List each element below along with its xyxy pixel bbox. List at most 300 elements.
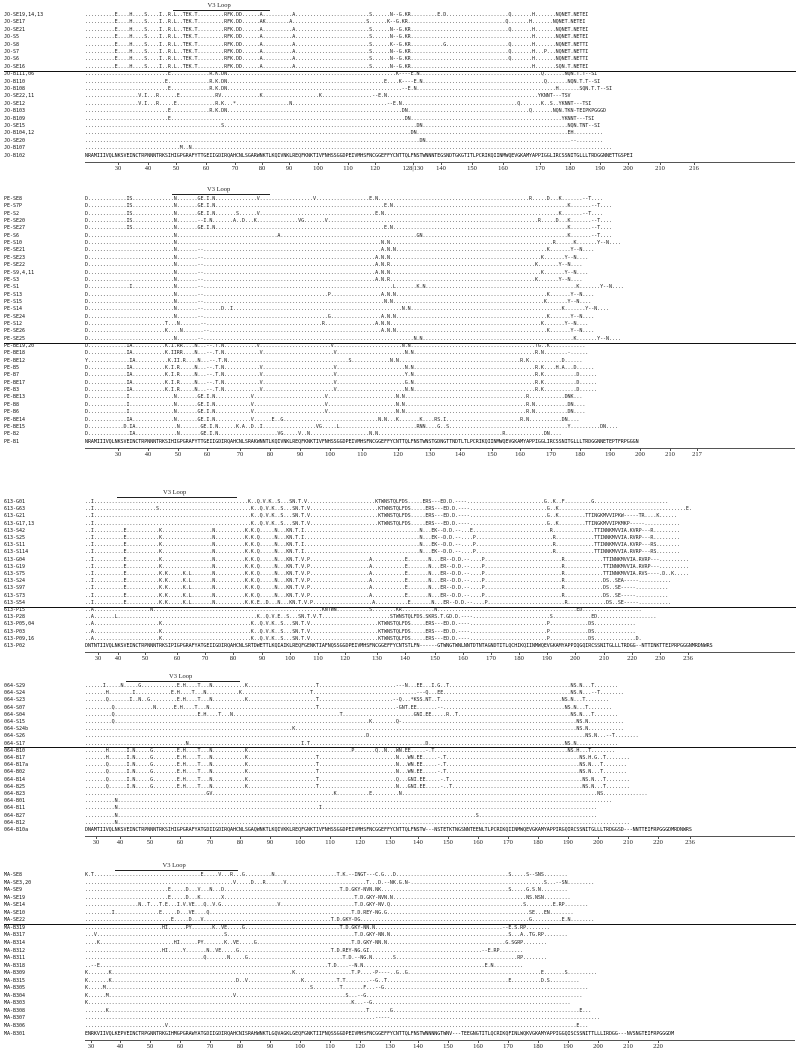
- sequence-label: PE-B5: [4, 365, 20, 372]
- aligned-sequence: K......M..........................................V.....................................S...--G.........................................................................: [85, 992, 583, 999]
- axis-tick-label: 190: [595, 165, 605, 172]
- axis-tick-label: 236: [683, 655, 693, 663]
- aligned-sequence: D.............I...............N.......GE.I.N............V........................V.......................N.N.........................................R.N...........DN....: [85, 401, 586, 408]
- aligned-sequence: K.......K..........................................D..V..................K...........T.T........--G..T.........................................E..........D.S..........: [85, 977, 580, 984]
- sequence-label: 064-S17: [4, 740, 26, 747]
- position-axis: [85, 836, 795, 838]
- sequence-label: 064-B10a: [4, 827, 29, 833]
- aligned-sequence: ........................................Q.......N.....G................................T.D.--NG.N.......S.........................................RP........: [85, 955, 547, 962]
- axis-tick-label: 200: [623, 165, 633, 172]
- sequence-label: PE-BE13: [4, 394, 26, 401]
- aligned-sequence: ..................V.I...R......E............RV.............K...................K.................--E.N...................................................YKNNT---TSV: [85, 93, 571, 100]
- sequence-label: PE-SE26: [4, 328, 26, 335]
- axis-tick-label: 160: [473, 839, 483, 847]
- sequence-label: 613-P02: [4, 643, 26, 649]
- axis-tick-label: 200: [635, 450, 645, 458]
- sequence-label: PE-SE25: [4, 335, 26, 342]
- sequence-label: 064-S26: [4, 733, 26, 740]
- aligned-sequence: ..I..........E...........K.................N..........K.K.Q.....N...KN.T.I.......................................N...EK--D.D.--....P..........................R.............TTINNKMVVIA.KVRP---RS........: [85, 542, 681, 549]
- axis-tick-label: 180: [575, 450, 585, 458]
- axis-tick-label: 170: [535, 165, 545, 172]
- v3-loop-bar: [117, 497, 237, 498]
- consensus-sequence: DNAMTIIVQLNKSVEINCTRPNNNTRKSIHIGPGRAFYATGDIIGDIRQAHCNLSGAQWNKTLKQIVKKLREQFGNKTIVFNHSSGGDPEIVMHSFNCGGEFFYCNTTQLFNSTW---NSTETKTNGSNNTEENLTLPCRIKQIINMWQEVGKAMYAPPIRGQIRCSSNITGLLLTRDGGSD---NNTTEIFRPGGGDMRDNWRS: [85, 827, 692, 833]
- axis-tick-label: 190: [563, 1043, 573, 1051]
- axis-tick-label: 50: [146, 1043, 154, 1051]
- aligned-sequence: ..................V.I...R.....E.............R.K...*..................N................................--E.N.......................................Q.......K..S..YKNNT---TSI: [85, 100, 592, 107]
- aligned-sequence: ..........E....H....S....I..R.L..TEK.T.........RFK.DD......A..........A.........................S......N--G.KR.................................Q.......H.......NQNET.NETEI: [85, 26, 589, 33]
- sequence-label: PE-BE19,20: [4, 343, 35, 349]
- aligned-sequence: .........Q.............N......E.H....T...N....................................T..........................-GNT.EE.......--.........................................NS.N...T........: [85, 704, 612, 711]
- sequence-label: MA-SE22: [4, 917, 26, 924]
- v3-loop-bar: [115, 870, 238, 871]
- axis-tick-label: 216: [689, 165, 699, 172]
- aligned-sequence: ..I..........E...........K.................N..........K.K.Q.....N...KN.T.I.......................................N...EK--D.D.--....P..........................R.............TTINNKMVVIA.RVRP---RS........: [85, 549, 681, 556]
- aligned-sequence: D.............IS..............N.......GE.I.N.......S......V.......................................E.N...........................................................K.......--T....: [85, 210, 604, 217]
- sequence-label: PE-S7P: [4, 203, 23, 210]
- axis-tick-label: 220: [653, 839, 663, 847]
- axis-tick-label: 50: [174, 450, 182, 458]
- axis-tick-label: 60: [202, 165, 210, 172]
- aligned-sequence: D.............IA...........K.I.R.....N...--.T.N............V........................V.......................Y.N.........................................R.K...........D......: [85, 372, 598, 379]
- sequence-label: 613-P28: [4, 614, 26, 621]
- sequence-label: PE-B1: [4, 438, 20, 445]
- axis-tick-label: 130: [425, 450, 435, 458]
- v3-loop-label: V3 Loop: [207, 2, 231, 9]
- sequence-label: JO-B103: [4, 108, 26, 115]
- aligned-sequence: ...........................E..............R.K.DN.....................................................E....K----E.N.........................................Q.......NQN.T.T--SI: [85, 78, 601, 85]
- axis-tick-label: 100: [325, 450, 335, 458]
- aligned-sequence: ..I..........E...........K.................N..........K.K.Q.....N...KN.T.I.......................................N...EK--D.D.--...E..........................R..............TTINNKMVVIA.KVRP---R.........: [85, 527, 681, 534]
- position-axis: [85, 1040, 795, 1042]
- axis-tick-label: 180: [514, 655, 524, 663]
- aligned-sequence: D.............IA...........K.I.R.....N...--.T.N............V........................V.......................G.N.........................................R.K...........D......: [85, 379, 598, 386]
- sequence-label: PE-S6: [4, 232, 20, 239]
- aligned-sequence: D..............I..............N.......--................................................................L.......K.N...................................................K.......Y--N....: [85, 284, 624, 291]
- sequence-label: 613-G63: [4, 506, 26, 513]
- aligned-sequence: D.............IA...........K.IIRR....N...--.T.N............V........................V.......................N.N.........................................R.N........-......: [85, 350, 589, 357]
- aligned-sequence: ..A...................N.........................................................KNTWN...........S........KR...........N...............................................ED....................: [85, 607, 642, 613]
- aligned-sequence: .................................................................................................................DN.................................................--.........: [85, 137, 604, 144]
- aligned-sequence: ..I..........E...........K.K.....K.L.......N..........K.K.Q.....N...KN.T.V.P....................A...........E.......N...ER--D.D.--....P..........................R.............DS..SEA-----...........: [85, 578, 672, 585]
- sequence-label: JO-SE20: [4, 137, 26, 144]
- v3-loop-label: V3 Loop: [162, 862, 186, 869]
- sequence-label: 613-P09,16: [4, 635, 35, 642]
- axis-tick-label: 130: [385, 1043, 395, 1051]
- aligned-sequence: D.............................N.......--..........................................................A.N.R.................................................K.......Y--N....: [85, 276, 583, 283]
- sequence-label: MA-B318: [4, 962, 26, 969]
- aligned-sequence: ..I..........E...........K.K.....K.L.......N..........K.K.Q.....N...KN.T.V.P....................A...........E.......N...ER--D.D.--....P..........................R.............DS..SE-----...........: [85, 592, 669, 599]
- aligned-sequence: .......Q......I.N.....G........E.H....T...N...........K.......................T..........................N...WN.EE.....-.T.............................................NS.N...T........: [85, 762, 627, 769]
- aligned-sequence: D.............I...............N.......GE.I.N............V........................V.......................N.N.........................................R............DNK...: [85, 394, 583, 401]
- sequence-label: PE-S10: [4, 240, 23, 247]
- axis-tick-label: 90: [296, 450, 304, 458]
- sequence-label: MA-B301: [4, 1030, 26, 1037]
- aligned-sequence: .......Q......I.N.....G........E.H....T...N...........K.......................T..........................N...GNI.EE.....-..T............................................NS.N...T........: [85, 783, 630, 790]
- axis-tick-label: 90: [266, 839, 274, 847]
- aligned-sequence: ..........N.............................................................................................................................................................................: [85, 819, 630, 826]
- aligned-sequence: ..A.......L...............................................K..Q.V.E..S...SN.T.V.T.......................STWNSTQLFDS.SKRS.T.GD.D.----..........................S.............ED....................: [85, 614, 657, 621]
- aligned-sequence: ................................M..N..............................................................................................................................................: [85, 145, 612, 152]
- sequence-label: 064-B17: [4, 755, 26, 761]
- sequence-label: 613-G17,13: [4, 520, 35, 527]
- sequence-label: MA-SE8: [4, 872, 23, 878]
- aligned-sequence: ..........N.........................................................................................................................S........................................: [85, 812, 598, 819]
- aligned-sequence: D.............................N.......--..........................................................A.N.N...................................................K.......Y--N....: [85, 254, 589, 261]
- aligned-sequence: ..A......................K..............................K..Q.V.K..S...SN.T.V.......................KTWNSTQLFDS.....ERS---ED.D.----..........................P.............DS..............: [85, 621, 636, 628]
- aligned-sequence: D.............I...............N.......GE.I.N............V........................V.......................N.N.........................................R.N...........DN....: [85, 409, 586, 416]
- axis-tick-label: 200: [593, 1043, 603, 1051]
- aligned-sequence: D..............IA..............N.......GE.I.N....................VG.....V..N....................N.N..........................................R.............DN....: [85, 431, 562, 438]
- aligned-sequence: ............................E.............R.K.DN...........................................................DN.........................................Q.......NQN.TKN-TEIPKPGGGD: [85, 108, 607, 115]
- sequence-label: JO-B108: [4, 86, 26, 92]
- aligned-sequence: ...........................V..........................................................................................................................................E...: [85, 1023, 589, 1029]
- aligned-sequence: D.............IS..............N.......GE.I.N..............V..................V..................E.N...................................................R.....D...K.......--T....: [85, 196, 604, 202]
- axis-tick-label: 160: [458, 655, 468, 663]
- axis-tick-label: 190: [563, 839, 573, 847]
- sequence-label: 613-G19: [4, 563, 26, 570]
- aligned-sequence: .........Q......................................................................................K........Q-...........................................................NS.N............: [85, 719, 624, 725]
- sequence-label: JO-B111,06: [4, 71, 35, 78]
- sequence-label: 064-B10: [4, 747, 26, 754]
- axis-tick-label: 230: [655, 655, 665, 663]
- sequence-label: 064-B11: [4, 805, 26, 812]
- axis-tick-label: 130: [385, 839, 395, 847]
- axis-tick-label: 40: [144, 165, 152, 172]
- sequence-label: 613-S97: [4, 585, 26, 592]
- axis-tick-label: 100: [295, 839, 305, 847]
- axis-tick-label: 70: [236, 450, 244, 458]
- axis-tick-label: 100: [285, 655, 295, 663]
- sequence-label: JO-B107: [4, 145, 26, 152]
- sequence-label: JO-SE21: [4, 26, 26, 33]
- axis-tick-label: 70: [201, 655, 209, 663]
- sequence-label: PE-BE17: [4, 379, 26, 386]
- sequence-label: MA-B303: [4, 1000, 26, 1007]
- sequence-label: PE-S2: [4, 210, 20, 217]
- axis-tick-label: 217: [692, 450, 702, 458]
- aligned-sequence: K.....M.....................................................................S.........T.......F...--G.....................................................................: [85, 985, 589, 992]
- sequence-label: PE-SE24: [4, 313, 26, 320]
- axis-tick-label: 110: [325, 839, 335, 847]
- aligned-sequence: ...V...........................................S...........................................T.D.GKY-NN.N........................................S...A..TG.RP........: [85, 932, 568, 939]
- aligned-sequence: ..........E....H....S....I..R.L..TEK.T.........RFK.DD......A..........A.........................S......N--G.KR.........................................H.......NQNET.NETEI: [85, 34, 589, 41]
- aligned-sequence: ............................E.....D...K.......X............................................T.D.GKY-NVN.N.............................................NS.NSN.........: [85, 894, 571, 901]
- aligned-sequence: ......................................................................K...............................................................................................NS.N............: [85, 726, 624, 733]
- axis-tick-label: 180: [533, 839, 543, 847]
- aligned-sequence: ....K.........................HI......PY.......K..VE.....G................................T.D.GKY-NN.N........................................G.SGRP........: [85, 939, 547, 946]
- aligned-sequence: ..........E....H....S....I..R.L..TEK.T.........RFK.DD......A..........A.........................S......N--G.KR.........................................H.......SQN.T.NETEI: [85, 63, 589, 70]
- axis-tick-label: 160: [515, 450, 525, 458]
- sequence-label: 613-G21: [4, 513, 26, 520]
- sequence-label: PE-B3: [4, 387, 20, 394]
- sequence-label: MA-SE10: [4, 909, 26, 916]
- sequence-label: MA-B305: [4, 985, 26, 992]
- aligned-sequence: D..........................K....N.......--..........................................................A.N.N...................................................K.......Y--N....: [85, 328, 595, 335]
- axis-tick-label: 80: [236, 839, 244, 847]
- sequence-label: 613-P03: [4, 628, 26, 635]
- sequence-label: JO-B110: [4, 78, 26, 85]
- sequence-label: 064-S24: [4, 690, 26, 697]
- sequence-label: MA-SE14: [4, 902, 26, 909]
- sequence-label: 064-B23: [4, 791, 26, 797]
- axis-tick-label: 190: [605, 450, 615, 458]
- axis-tick-label: 120: [355, 839, 365, 847]
- aligned-sequence: .......K.......................................................................................T.......G...............................................................E...: [85, 1007, 592, 1014]
- sequence-label: 613-S54: [4, 599, 26, 606]
- aligned-sequence: D.............IA...........K.I.RR....N...--.T.N...........V........................V.......................N.N..........................................TG..K............: [85, 343, 586, 349]
- sequence-label: PE-S9,4,11: [4, 269, 35, 276]
- consensus-sequence: DNTNTIIVQLNKSVEINCTRPNNNTRKSIPIGPGRAFYATGEIIGDIRQAHCNLSRTDWETTLKQIAIKLREQFGENKTIAFNQSSGGDPEIVMHSFNCGGEFFYCNTSTLFN------GTWNGTWNLNNTDTNTAGNDTITLQCHIKQIINMWQEVGKAMYAPPIQGQIRCSSNITGLLLTRDGG--NTTINKTTEIPRPGGGNMRDNWRS: [85, 643, 713, 649]
- aligned-sequence: ............................E...............................................................................DN...................................................YKNNT---TSI: [85, 115, 595, 122]
- axis-tick-label: 170: [546, 450, 556, 458]
- axis-tick-label: 210: [655, 165, 665, 172]
- position-axis: [85, 162, 795, 164]
- axis-tick-label: 60: [176, 1043, 184, 1051]
- sequence-label: MA-SE19: [4, 894, 26, 901]
- aligned-sequence: ..........E....H....S....I..R.L..TEK.T.........RFK.DD......A..........A.........................S......N--G.KR.........E.D.....................Q.......H.......NQNET.NETEI: [85, 12, 589, 18]
- axis-tick-label: 40: [116, 1043, 124, 1051]
- axis-tick-label: 80: [229, 655, 237, 663]
- axis-tick-label: 80: [266, 450, 274, 458]
- sequence-label: PE-SE22: [4, 262, 26, 269]
- aligned-sequence: ..I..........E...........K.K.....K.L.......N..........K.K.Q.....N...KN.T.V.P....................A...........E.......N...ER--D.D.--....P..........................R.............DS..SE-----...........: [85, 585, 669, 592]
- axis-tick-label: 210: [665, 450, 675, 458]
- axis-tick-label: 70: [206, 839, 214, 847]
- sequence-label: PE-SE27: [4, 225, 26, 232]
- sequence-label: MA-B307: [4, 1015, 26, 1022]
- aligned-sequence: ..I.....................................................K..Q.V.K..S...SN.T.V.......................KTWNSTQLFDS.....ERS---ED.D.----..........................G..K.........TTINGKMVVIPKW-----TR....K......: [85, 513, 678, 520]
- aligned-sequence: ..I..........E...........K.................N..........K.K.Q.....N...KN.T.V.P....................A...........E.......N...ER--D.D.--....P..........................R.............TTINNKMVVIA.RVRP---..........: [85, 556, 689, 563]
- sequence-label: 613-S25: [4, 535, 26, 541]
- aligned-sequence: ..I.....................S...............................K..Q.V.K..S...SN.T.V.......................KTWNSTQLFDS.....ERS---ED.D.----..........................G..K...........................................E.: [85, 506, 692, 513]
- aligned-sequence: .......Q......I.N.....G........E.H....T...N...........K.......................T..........................Q...GNI.EE.....-.T.............................................NS.N...T........: [85, 776, 630, 783]
- aligned-sequence: ..........................HI.....Y.......N..VE.....G...............................T.D.REY-NG.GI......................................--E.RP........: [85, 947, 524, 954]
- sequence-label: 064-S07: [4, 704, 26, 711]
- sequence-label: MA-B311: [4, 955, 26, 962]
- aligned-sequence: D.............IS..............N.......GE.I.N.........................................................E.N...........................................................K.......--T....: [85, 225, 612, 232]
- sequence-label: PE-BE14: [4, 416, 26, 423]
- aligned-sequence: ............................E.............R.K.DN.........................................................K----E.N.........................................Q.......NQN.T.T--SI: [85, 71, 598, 78]
- sequence-label: JO-SE17: [4, 19, 26, 26]
- consensus-sequence: NRAMIIIVQLNKSVEINCTRPNNNTRKSIHIGPGRAFYTTGEIIGDIRQAHCNLSRAKWNNTLKQIVNKLREQFKNKTIVFNHSSGGDPEIVMHSFNCGGEFFYCNTTQLFNSTWNSTGDNGTTNDTLTLPCRIKQIINMWQEVGKAMYAPPIGGLIRCSSNITGLLLTRDGGNNETEPTFRPGGGN: [85, 438, 639, 445]
- aligned-sequence: K.........................................................................................K...--G...................................................................: [85, 1000, 571, 1007]
- axis-tick-label: 140: [455, 450, 465, 458]
- sequence-label: 613-P05,04: [4, 621, 35, 628]
- sequence-label: 064-S23: [4, 697, 26, 704]
- axis-tick-label: 210: [623, 839, 633, 847]
- axis-tick-label: 110: [343, 165, 353, 172]
- sequence-label: MA-B317: [4, 932, 26, 939]
- sequence-label: MA-B314: [4, 939, 26, 946]
- aligned-sequence: ..........E....H....S....I..R.L..TEK.T.........RFK.DD......AK........A.........................S......K--G.KR.................................Q.......H.......NQNET.NETEI: [85, 19, 586, 26]
- consensus-sequence: ENRKVIIVQLKEPVEINCTRPGNNTRKGIHMGPGRAWYATGDIIGDIRQAHCNISRAHWNKTLGQVAGKLGEQFGNKTIIFNQSSGGDPEIVMHSFNCGGEFFYCNTTQLFNSTWNNNNGTWNV---TEEGNGTITLQCRIKQFINLWQKVGKAMYAPPIGGQISCSSNITTLLLIRDGG---NVSNGTEIFRPGGGDM: [85, 1030, 675, 1037]
- aligned-sequence: ..A......................K..............................K..Q.V.K..S...SN.T.V.......................KTWNSTQLFDS.....ERS---ED.D.----..........................P.............DS..............: [85, 628, 636, 635]
- axis-tick-label: 100: [313, 165, 323, 172]
- aligned-sequence: D............D.IA..............N.......GE.I.N......K.A..D..I..................VG.....L..........................RNN....G..S........................................Y..........DN....: [85, 423, 618, 430]
- aligned-sequence: ..I..........E...........K.................N..........K.K.Q.....N...KN.T.V.P....................A...........E.......N...ER--D.D.--....P..........................R.............TTINNKMVVIA.RVRP---..........: [85, 563, 689, 570]
- axis-tick-label: 30: [114, 165, 122, 172]
- sequence-label: 064-S29: [4, 683, 26, 689]
- aligned-sequence: ..................................................V.....D...R......V...........................T...D.--NK.G.N-.............................................S...--SN.........: [85, 879, 595, 886]
- axis-tick-label: 110: [313, 655, 323, 663]
- aligned-sequence: ..I..........E...........K.................N..........K.K.Q.....N...KN.T.I.......................................N...EK--D.D.--....P..........................R.............TTINNKMVVIA.RVRP---R.........: [85, 535, 681, 541]
- aligned-sequence: ..I....................................................K..Q.V.K..S...SN.T.V.......................KTWNSTQLFDS.....ERS---ED.D.----..........................G..K..F.........G.........................: [85, 499, 669, 505]
- aligned-sequence: ..............................................S.................................................................DN.................................................NQN.TNT--SI: [85, 123, 601, 129]
- aligned-sequence: ..............................................................................................................DN...................................................EH..........: [85, 130, 604, 137]
- aligned-sequence: .......H........I............E.H....T...N...........K.......................T...................................---Q...EE...........................................NS.N...--T........: [85, 690, 624, 697]
- aligned-sequence: ..................................N......................................I.T.......................................D..............................................NS.N..............: [85, 740, 618, 747]
- axis-tick-label: 210: [599, 655, 609, 663]
- aligned-sequence: D.............................N.......--............................................................A.N.N...................................................K.......Y--N....: [85, 247, 595, 254]
- sequence-label: PE-S1: [4, 284, 20, 291]
- axis-tick-label: 120: [340, 655, 350, 663]
- sequence-label: PE-SE21: [4, 247, 26, 254]
- axis-tick-label: 90: [266, 1043, 274, 1051]
- sequence-label: MA-B308: [4, 1007, 26, 1014]
- aligned-sequence: ..........E....H....S....I..R.L..TEK.T.........RFK.DD......A..........A.........................S......N--G.KR.................................Q.......H.......NQNET.NETTI: [85, 56, 589, 63]
- sequence-label: PE-S13: [4, 291, 23, 298]
- axis-tick-label: 220: [653, 1043, 663, 1051]
- v3-loop-bar: [173, 10, 270, 11]
- axis-tick-label: 150: [443, 1043, 453, 1051]
- axis-tick-label: 110: [325, 1043, 335, 1051]
- aligned-sequence: D.............................N.......--......D..I.........................................................N.N...................................................K.......Y--N....: [85, 306, 609, 313]
- sequence-label: PE-S14: [4, 306, 23, 313]
- sequence-label: MA-B315: [4, 977, 26, 984]
- axis-tick-label: 70: [206, 1043, 214, 1051]
- v3-loop-label: V3 Loop: [169, 673, 193, 680]
- aligned-sequence: .........Q............................E.H....T...N....................................T........................GNI.EE.....R..T......................................NS.N...T........: [85, 711, 618, 718]
- aligned-sequence: ..................................................................................................-----.......................................................................: [85, 1015, 601, 1022]
- aligned-sequence: D.............................N..................................A..............................................GN.................................................K.......--T....: [85, 232, 612, 239]
- axis-tick-label: 120: [355, 1043, 365, 1051]
- axis-tick-label: 50: [172, 165, 180, 172]
- aligned-sequence: ......I.....N.....G............E.H....T...N...........K.......................T..........................---N...EE...I.G..T.........................................NS.N...T........: [85, 683, 618, 689]
- axis-tick-label: 210: [623, 1043, 633, 1051]
- sequence-label: PE-S15: [4, 298, 23, 305]
- axis-tick-label: 80: [236, 1043, 244, 1051]
- sequence-label: 613-S24: [4, 578, 26, 585]
- v3-loop-label: V3 Loop: [207, 186, 231, 193]
- aligned-sequence: ..I..........E...........K.K.....K.L.......N..........K.K.E..D...N...KN.T.V.P....................A...........E.......N...ER--D.D.--....P..........................R.............DS..SE-----...........: [85, 599, 672, 606]
- sequence-label: JO-B104,12: [4, 130, 35, 137]
- aligned-sequence: ..I..........E...........K.K.....K.L.......N..........K.K.Q.....N...KN.T.V.P....................A...........E.......N...ER--D.D.--....P..........................R.............TTINNKMVVIA.RVS----.D..K.....: [85, 571, 689, 577]
- aligned-sequence: D.............IA...........K.I.R.....N...--.T.N............V........................V.......................N.N.........................................R.K...........D......: [85, 387, 598, 394]
- sequence-label: JO-SE12: [4, 100, 26, 107]
- axis-tick-label: 180: [533, 1043, 543, 1051]
- aligned-sequence: ..........N....................................................................I.............................................................................................: [85, 805, 598, 812]
- aligned-sequence: Y..............IA...........K.II.R....N...--.T.N.........................................S.............N.N.........................................R.K...........D......: [85, 357, 583, 364]
- axis-tick-label: 120: [370, 165, 380, 172]
- sequence-label: PE-BE18: [4, 350, 26, 357]
- sequence-label: 613-S114: [4, 549, 29, 556]
- sequence-label: JO-SE15: [4, 123, 26, 129]
- sequence-label: MA-B306: [4, 1023, 26, 1029]
- sequence-label: 064-S04: [4, 711, 26, 718]
- aligned-sequence: .......Q.......I..N..G.........E.H....T...N...........K.......................T.........................--Q...*KSS.NT..T.........................................NS.N...T........: [85, 697, 609, 704]
- aligned-sequence: ............................E.............R.K.DN...........................................................--E.N...............................................H.......SQN.T.T--SI: [85, 86, 612, 92]
- aligned-sequence: D.............IA..............N.......GE.I.N............V......E..G................................N.N...K.......K....RS.I.........................R.N...........DN....: [85, 416, 580, 423]
- sequence-label: 064-B25: [4, 783, 26, 790]
- sequence-label: PE-SE23: [4, 254, 26, 261]
- sequence-label: PE-B6: [4, 409, 20, 416]
- v3-loop-label: V3 Loop: [163, 489, 187, 496]
- aligned-sequence: .............................E.....D...V...........................................T.D.GKY-DG.........................................................G..........E.N........: [85, 917, 595, 924]
- sequence-label: 064-B01: [4, 798, 26, 805]
- axis-tick-label: 170: [503, 839, 513, 847]
- axis-tick-label: 110: [357, 450, 367, 458]
- aligned-sequence: D.............IA...........K.I.R.....N...--.T.N............V........................V.......................N.N.........................................R.K....H.A...D......: [85, 365, 595, 372]
- aligned-sequence: D..........................T...N.......--.......................................R.................A.N.N...................................................K.......Y--N....: [85, 320, 589, 327]
- axis-tick-label: 30: [114, 450, 122, 458]
- aligned-sequence: D.............................N.......--.......................................................................N.N...................................................K.......Y--N....: [85, 335, 621, 342]
- sequence-label: 613-S73: [4, 592, 26, 599]
- aligned-sequence: ..................N..T...T.E...I.V.VE...Q..V.G...................V.........................T.D.GKY-NV.Q.............................................S.........E.RP........: [85, 902, 589, 909]
- axis-tick-label: 160: [473, 1043, 483, 1051]
- sequence-label: 064-B02: [4, 769, 26, 776]
- aligned-sequence: .......Q......I.N.....G........E.H....T...N...........K.......................T..........................N...WN.EE.....-.T.............................................NS.N...T........: [85, 769, 627, 776]
- sequence-label: JO-S8: [4, 41, 20, 48]
- consensus-sequence: NRAMIIIVQLNKSVEINCTRPNNNTRKSIHIGPGRAFYTTGEIIGDIRQAHCNLSGARWNKTLKQIVNKLREQFKNKTIVFNHSSGGDPEIVMHSFNCGGEFFYCNTTQLFNSTWNNNTEGSNDTGKGTITLPCRIKQIINMWQEVGKAMYAPPIGGLIRCSSNITGLLLTRDGGNNETTGSPEI: [85, 152, 633, 159]
- sequence-label: JO-S7: [4, 49, 20, 55]
- sequence-label: PE-BE15: [4, 423, 26, 430]
- sequence-label: JO-SE19,14,13: [4, 12, 44, 18]
- sequence-label: JO-B109: [4, 115, 26, 122]
- sequence-label: MA-SE3,20: [4, 879, 32, 886]
- sequence-label: JO-S6: [4, 56, 20, 63]
- sequence-label: 064-S24b: [4, 726, 29, 733]
- sequence-label: PE-B2: [4, 431, 20, 438]
- axis-tick-label: 60: [176, 839, 184, 847]
- axis-tick-label: 160: [498, 165, 508, 172]
- sequence-label: PE-S12: [4, 320, 23, 327]
- sequence-label: MA-B304: [4, 992, 26, 999]
- aligned-sequence: D.............................N.......--..........................................P.................A.N.N...................................................K.......Y--N....: [85, 291, 595, 298]
- aligned-sequence: D.............................N.......--..........................................................A.N.N...................................................K.......Y--N....: [85, 269, 589, 276]
- sequence-label: PE-B7: [4, 372, 20, 379]
- sequence-label: 613-P15: [4, 607, 26, 613]
- axis-tick-label: 140: [413, 1043, 423, 1051]
- axis-tick-label: 150: [467, 165, 477, 172]
- sequence-label: 064-B27: [4, 812, 26, 819]
- aligned-sequence: ..--E.............................................................................T.D....--N.N.........................................E.N..........: [85, 962, 524, 969]
- axis-tick-label: 30: [87, 1043, 95, 1051]
- aligned-sequence: D.............................N.......--.............................................................N.N...................................................K.......Y--N....: [85, 298, 592, 305]
- sequence-label: JO-B102: [4, 152, 26, 159]
- sequence-label: MA-B312: [4, 947, 26, 954]
- axis-tick-label: 30: [94, 655, 102, 663]
- sequence-label: 613-S75: [4, 571, 26, 577]
- sequence-label: 064-B12: [4, 819, 26, 826]
- axis-tick-label: 80: [258, 165, 266, 172]
- sequence-label: PE-S3: [4, 276, 20, 283]
- sequence-label: PE-SE8: [4, 196, 23, 202]
- sequence-label: 064-B14: [4, 776, 26, 783]
- aligned-sequence: D.............................N.......--..........................................................A.N.R.................................................K.......Y--N....: [85, 262, 583, 269]
- aligned-sequence: ..I.....................................................K..Q.V.K..S...SN.T.V.......................KTWNSTQLFDS.....ERS---ED.D.----..........................G..K.........TTINGKMVVIPKMKP-----............: [85, 520, 681, 527]
- axis-tick-label: 170: [486, 655, 496, 663]
- sequence-label: JO-SE16: [4, 63, 26, 70]
- aligned-sequence: ............................E.....D...V...N...D.......................................T.D.GKY-NVN.NK...........................................S.....G.S.N.........: [85, 887, 568, 894]
- sequence-label: 064-S15: [4, 719, 26, 725]
- axis-tick-label: 60: [173, 655, 181, 663]
- aligned-sequence: ..........E....H....S....I..R.L..TEK.T.........RFK.DD......A..........A.........................S......K--G.KR...........G.....................Q.......H.......NQNET.NETTI: [85, 41, 589, 48]
- axis-tick-label: 140: [400, 655, 410, 663]
- axis-tick-label: 130: [372, 655, 382, 663]
- axis-tick-label: 40: [114, 655, 122, 663]
- sequence-label: 064-B17a: [4, 762, 29, 769]
- sequence-label: 613-S11: [4, 542, 26, 549]
